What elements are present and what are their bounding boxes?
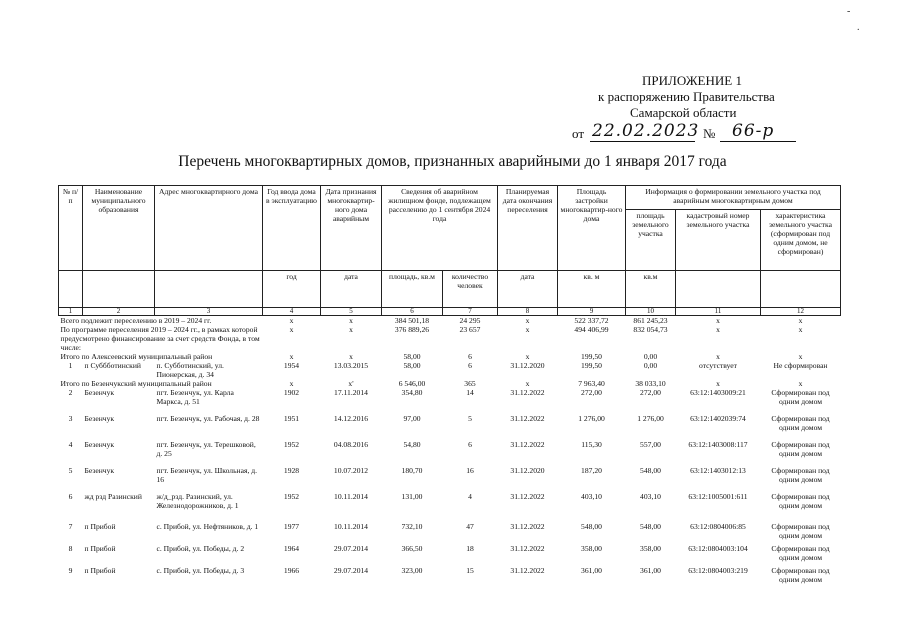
cell-year: 1928 [283,466,300,475]
cell-municipality: Безенчук [84,414,115,423]
appendix-line-3: Самарской области [630,105,737,120]
table-row [59,361,841,379]
cell-address: ж/д_рзд. Разинский, ул. Железнодорожников, д. 1 [156,492,239,510]
cell-area: 58,00 [403,352,421,361]
table-row [59,388,841,414]
cell-date: 17.11.2014 [334,388,368,397]
unit-empty-2 [83,271,155,308]
cell-build-area: 1 276,00 [578,414,605,423]
cell-municipality: Безенчук [84,388,115,397]
cell-address: п. Субботинский, ул. Пионерская, д. 34 [156,361,224,379]
cell-people: 23 657 [459,325,481,334]
cell-end-date: x [525,325,530,334]
cell-cadastral: 63:12:1403008:117 [688,440,748,449]
cell-build-area: 522 337,72 [574,316,609,325]
unit-people: количество человек [443,271,498,308]
cell-cadastral: 63:12:1403012:13 [690,466,746,475]
cell-land-char: Сформирован под одним домом [771,544,830,562]
cell-num: 7 [68,522,73,531]
cell-end-date: 31.12.2022 [510,522,545,531]
cell-cadastral: x [716,316,720,325]
col-number: 2 [83,308,155,316]
cell-year: x [289,325,294,334]
from-label: от [572,126,585,141]
date-underline [590,141,695,142]
cell-cadastral: 63:12:0804006:85 [690,522,746,531]
cell-address: пгт. Безенчук, ул. Терешковой, д. 25 [156,440,256,458]
cell-land-area: 403,10 [640,492,661,501]
col-number: 12 [761,308,841,316]
cell-build-area: 7 963,40 [578,379,605,388]
col-header-land-char: характеристика земельного участка (сформирован под одним домом, не сформирован) [761,210,841,271]
unit-year: год [263,271,321,308]
unit-date: дата [321,271,382,308]
table-row [59,440,841,466]
cell-address: пгт. Безенчук, ул. Карла Маркса, д. 51 [156,388,234,406]
col-number: 5 [321,308,382,316]
cell-land-char: Не сформирован [773,361,828,370]
cell-people: 6 [468,361,472,370]
cell-year: 1951 [283,414,300,423]
summary-row-total [59,316,841,326]
col-header-cadastral: кадастровый номер земельного участка [676,210,761,271]
cell-num: 3 [68,414,73,423]
cell-end-date: 31.12.2022 [510,492,545,501]
cell-end-date: x [525,379,530,388]
cell-land-area: 832 054,73 [633,325,668,334]
cell-land-area: 0,00 [643,361,658,370]
cell-num: 6 [68,492,73,501]
cell-end-date: 31.12.2020 [510,466,545,475]
cell-municipality: п Прибой [84,522,116,531]
cell-area: 54,80 [403,440,421,449]
col-header-land-area: площадь земельного участка [626,210,676,271]
cell-municipality: п Прибой [84,544,116,553]
cell-num: 1 [68,361,73,370]
cell-year: 1966 [283,566,300,575]
summary-row-alekseevsky [59,352,841,361]
cell-build-area: 199,50 [581,361,602,370]
cell-land-area: 38 033,10 [635,379,666,388]
cell-year: x [289,379,294,388]
cell-address: пгт. Безенчук, ул. Школьная, д. 16 [156,466,258,484]
cell-area: 131,00 [401,492,423,501]
unit-end-date: дата [498,271,558,308]
col-header-date: Дата признания многоквартир-ного дома аварийным [321,186,382,271]
cell-land-char: x [798,352,803,361]
cell-area: 732,10 [401,522,423,531]
cell-cadastral: 63:12:0804003:219 [688,566,748,575]
cell-date: x [349,325,353,334]
cell-cadastral: 63:12:1402039:74 [690,414,746,423]
cell-area: 384 501,18 [394,316,430,325]
cell-land-area: 548,00 [640,466,661,475]
cell-num: 8 [68,544,73,553]
cell-area: 323,00 [401,566,423,575]
cell-num: 5 [68,466,73,475]
table-row [59,492,841,522]
cell-end-date: x [525,316,530,325]
cell-land-char: x [798,379,803,388]
cell-cadastral: x [716,352,720,361]
unit-empty-11 [676,271,761,308]
table-row [59,414,841,440]
signature-line [572,121,832,148]
unit-land-area: кв.м [626,271,676,308]
summary-label: Итого по Безенчукский муниципальный район [60,379,212,388]
cell-cadastral: x [716,325,720,334]
summary-label: По программе переселения 2019 – 2024 гг., в рамках которой предусмотрено финансирование за счет средств Фонда, в том числе: [60,325,260,352]
cell-date: 10.11.2014 [334,522,368,531]
summary-label: Итого по Алексеевский муниципальный район [60,352,213,361]
cell-build-area: 361,00 [581,566,602,575]
cell-people: 15 [466,566,474,575]
cell-land-area: 272,00 [640,388,661,397]
number-label: № [703,126,716,141]
unit-empty-12 [761,271,841,308]
cell-area: 354,80 [401,388,423,397]
col-number: 8 [498,308,558,316]
cell-year: 1902 [283,388,300,397]
cell-land-area: 1 276,00 [637,414,664,423]
cell-land-area: 548,00 [640,522,661,531]
cell-municipality: Безенчук [84,440,115,449]
cell-end-date: 31.12.2022 [510,388,545,397]
cell-build-area: 272,00 [581,388,602,397]
cell-cadastral: отсутствует [699,361,737,370]
cell-cadastral: 63:12:1005001:611 [688,492,748,501]
summary-label: Всего подлежит переселению в 2019 – 2024 гг. [60,316,212,325]
cell-build-area: 494 406,99 [574,325,609,334]
col-header-year: Год ввода дома в эксплуатацию [263,186,321,271]
col-number: 4 [263,308,321,316]
col-header-address: Адрес многоквартирного дома [155,186,263,271]
document-title: Перечень многоквартирных домов, признанных аварийными до 1 января 2017 года [178,153,727,170]
cell-land-char: x [798,316,803,325]
cell-end-date: 31.12.2022 [510,414,545,423]
cell-land-area: 0,00 [643,352,658,361]
cell-year: x [289,352,294,361]
cell-num: 2 [68,388,73,397]
cell-address: с. Прибой, ул. Победы, д. 3 [156,566,245,575]
cell-area: 97,00 [403,414,421,423]
cell-build-area: 187,20 [581,466,602,475]
col-number: 6 [382,308,443,316]
cell-date: 10.11.2014 [334,492,368,501]
cell-build-area: 548,00 [581,522,602,531]
cell-address: с. Прибой, ул. Победы, д. 2 [156,544,245,553]
cell-people: 16 [466,466,474,475]
cell-area: 180,70 [401,466,423,475]
cell-build-area: 358,00 [581,544,602,553]
cell-land-char: Сформирован под одним домом [771,466,830,484]
col-number: 3 [155,308,263,316]
cell-people: 4 [468,492,472,501]
cell-date: x [349,352,353,361]
cell-address: с. Прибой, ул. Нефтяников, д. 1 [156,522,259,531]
cell-area: 58,00 [403,361,421,370]
cell-num: 9 [68,566,73,575]
col-number: 7 [443,308,498,316]
cell-municipality: Безенчук [84,466,115,475]
cell-build-area: 115,30 [581,440,602,449]
cell-land-char: x [798,325,803,334]
cell-end-date: 31.12.2022 [510,440,545,449]
cell-land-char: Сформирован под одним домом [771,414,830,432]
cell-build-area: 403,10 [581,492,602,501]
cell-people: 24 295 [459,316,481,325]
cell-land-area: 861 245,23 [633,316,668,325]
cell-people: 6 [468,352,472,361]
cell-num: 4 [68,440,73,449]
cell-year: 1952 [283,492,300,501]
cell-cadastral: 63:12:1403009:21 [690,388,746,397]
col-number: 9 [558,308,626,316]
col-header-end-date: Планируемая дата окончания переселения [498,186,558,271]
cell-end-date: x [525,352,530,361]
col-header-municipality: Наименование муниципального образования [83,186,155,271]
cell-year: 1954 [283,361,300,370]
number-underline [720,141,796,142]
col-number: 11 [676,308,761,316]
cell-land-char: Сформирован под одним домом [771,388,830,406]
subtotal-row-bezenchuk [59,379,841,388]
handwritten-number: 66-р [732,121,775,141]
cell-date: 10.07.2012 [333,466,369,475]
unit-build-area: кв. м [558,271,626,308]
cell-year: 1952 [283,440,300,449]
cell-end-date: 31.12.2020 [510,361,545,370]
cell-people: 6 [468,440,472,449]
cell-land-area: 557,00 [640,440,661,449]
table-row [59,544,841,566]
table-row [59,466,841,492]
cell-land-char: Сформирован под одним домом [771,522,830,540]
unit-empty-3 [155,271,263,308]
cell-land-area: 358,00 [640,544,661,553]
appendix-line-2: к распоряжению Правительства [598,89,775,104]
cell-municipality: п Суббботинский [84,361,141,370]
cell-people: 47 [466,522,474,531]
cell-municipality: жд рзд Разинский [84,492,142,501]
cell-cadastral: x [716,379,720,388]
cell-date: 04.08.2016 [333,440,369,449]
cell-date: x' [348,379,354,388]
cell-people: 5 [468,414,472,423]
cell-area: 6 546,00 [398,379,426,388]
cell-cadastral: 63:12:0804003:104 [688,544,748,553]
corner-mark-top: - [847,6,851,17]
cell-municipality: п Прибой [84,566,116,575]
cell-year: x [289,316,294,325]
housing-table [58,185,841,588]
col-header-land-info: Информация о формировании земельного участка под аварийным многоквартирным домом [626,186,841,210]
cell-land-char: Сформирован под одним домом [771,440,830,458]
col-header-fund: Сведения об аварийном жилищном фонде, подлежащем расселению до 1 сентября 2024 года [382,186,498,271]
cell-area: 376 889,26 [394,325,430,334]
cell-land-char: Сформирован под одним домом [771,492,830,510]
col-header-build-area: Площадь застройки многоквартир-ного дома [558,186,626,271]
cell-land-area: 361,00 [640,566,661,575]
summary-row-program [59,325,841,352]
cell-year: 1977 [283,522,300,531]
cell-people: 14 [466,388,474,397]
col-number: 1 [59,308,83,316]
unit-area: площадь, кв.м [382,271,443,308]
cell-date: 13.03.2015 [333,361,369,370]
handwritten-date: 22.02.2023 [592,121,700,141]
corner-mark-dot: . [857,22,860,33]
table-row [59,522,841,544]
table-row [59,566,841,588]
cell-year: 1964 [283,544,300,553]
unit-empty-1 [59,271,83,308]
cell-date: 29.07.2014 [333,566,369,575]
cell-build-area: 199,50 [581,352,602,361]
cell-end-date: 31.12.2022 [510,544,545,553]
cell-people: 365 [464,379,476,388]
cell-date: x [349,316,353,325]
cell-date: 14.12.2016 [333,414,369,423]
cell-date: 29.07.2014 [333,544,369,553]
appendix-title: ПРИЛОЖЕНИЕ 1 [642,73,742,88]
col-number: 10 [626,308,676,316]
cell-people: 18 [466,544,474,553]
cell-land-char: Сформирован под одним домом [771,566,830,584]
cell-end-date: 31.12.2022 [510,566,545,575]
cell-area: 366,50 [401,544,423,553]
cell-address: пгт. Безенчук, ул. Рабочая, д. 28 [156,414,260,423]
col-header-num: № п/п [59,186,83,271]
